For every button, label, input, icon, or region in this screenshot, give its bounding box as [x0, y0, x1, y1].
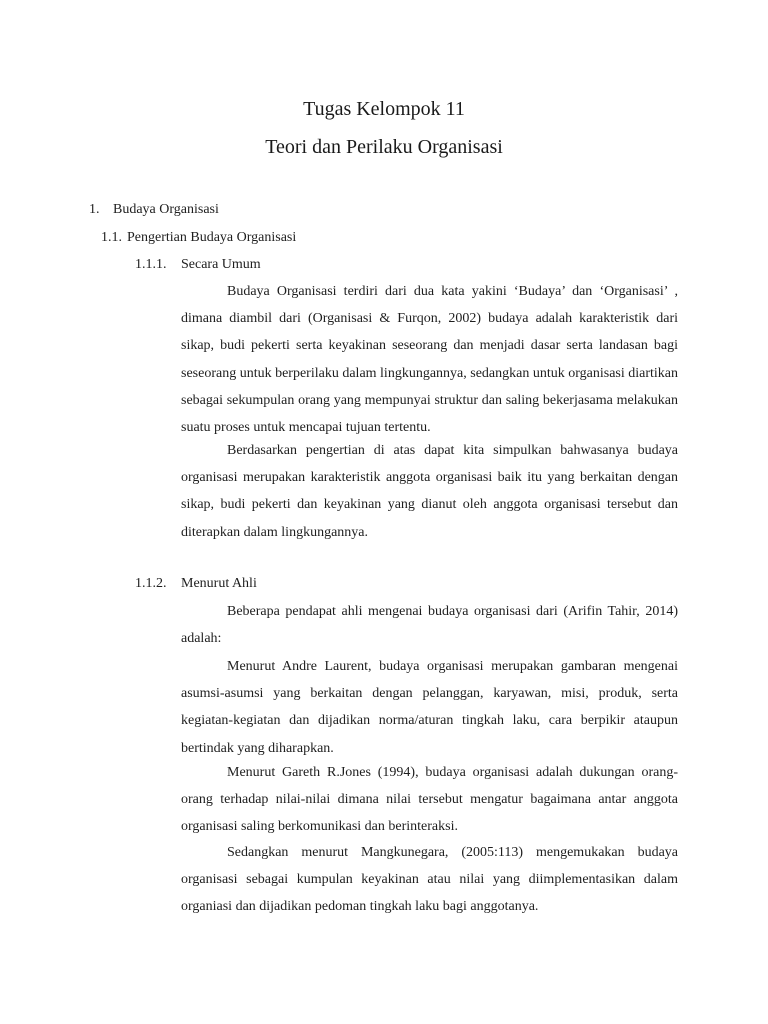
section-1-1-1-number: 1.1.1. [135, 257, 167, 272]
section-1-1-2-heading [135, 575, 257, 593]
section-1-1-2-number: 1.1.2. [135, 576, 167, 591]
paragraph-menurut-ahli-3: Menurut Gareth R.Jones (1994), budaya organisasi adalah dukungan orang-orang terhadap nilai-nilai dimana nilai tersebut mengatur bagaimana antar anggota organisasi saling berkomunikasi dan berinteraksi. [181, 765, 678, 835]
section-1-1-1-heading [135, 256, 261, 274]
document-title-line-2: Teori dan Perilaku Organisasi [265, 136, 503, 158]
paragraph-secara-umum-1: Budaya Organisasi terdiri dari dua kata yakini ‘Budaya’ dan ‘Organisasi’ , dimana diambil dari (Organisasi & Furqon, 2002) budaya adalah karakteristik dari sikap, budi pekerti serta keyakinan seseorang dan menjadi dasar serta landasan bagi seseorang untuk berperilaku dalam lingkungannya, sedangkan untuk organisasi diartikan sebagai sekumpulan orang yang mempunyai struktur dan saling bekerjasama melakukan suatu proses untuk mencapai tujuan tertentu. [181, 284, 678, 436]
section-1-label: Budaya Organisasi [113, 202, 219, 217]
section-1-1-label: Pengertian Budaya Organisasi [127, 230, 297, 245]
document-title-line-1: Tugas Kelompok 11 [303, 98, 465, 120]
paragraph-secara-umum-2: Berdasarkan pengertian di atas dapat kita simpulkan bahwasanya budaya organisasi merupakan karakteristik anggota organisasi baik itu yang berkaitan dengan sikap, budi pekerti dan keyakinan yang dianut oleh anggota organisasi tersebut dan diterapkan dalam lingkungannya. [181, 443, 678, 540]
section-1-1-2-label: Menurut Ahli [181, 576, 257, 591]
section-1-1-heading [101, 229, 296, 247]
section-1-number: 1. [89, 202, 100, 217]
paragraph-menurut-ahli-2: Menurut Andre Laurent, budaya organisasi merupakan gambaran mengenai asumsi-asumsi yang berkaitan dengan pelanggan, karyawan, misi, produk, serta kegiatan-kegiatan dan dijadikan norma/aturan tingkah laku, cara berpikir ataupun bertindak yang diharapkan. [181, 659, 678, 756]
section-1-1-number: 1.1. [101, 230, 122, 245]
paragraph-menurut-ahli-1: Beberapa pendapat ahli mengenai budaya organisasi dari (Arifin Tahir, 2014) adalah: [181, 604, 678, 647]
section-1-1-1-label: Secara Umum [181, 257, 261, 272]
section-1-heading [89, 201, 219, 219]
paragraph-menurut-ahli-4: Sedangkan menurut Mangkunegara, (2005:113) mengemukakan budaya organisasi sebagai kumpulan keyakinan atau nilai yang diimplementasikan dalam organiasi dan dijadikan pedoman tingkah laku bagi anggotanya. [181, 845, 678, 915]
